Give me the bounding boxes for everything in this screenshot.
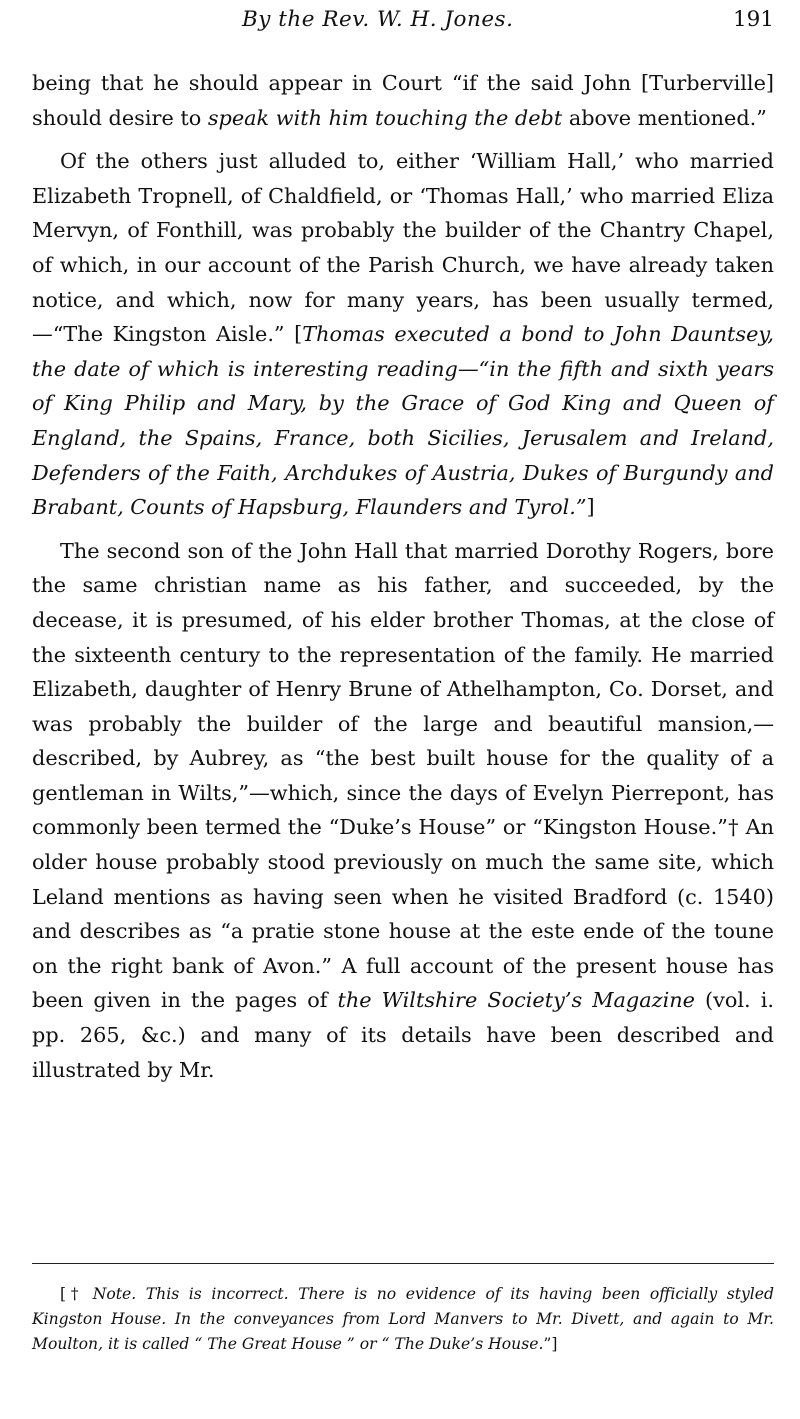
- page-number: 191: [732, 7, 774, 32]
- paragraph-text-segment: Thomas executed a bond to John Dauntsey, the date of which is interesting reading—“in the fifth and sixth years of King Philip and Mary, by the Grace of God King and Queen of England, the Spains, France, both Sicilies, Jerusalem and Ireland, Defenders of the Faith, Archdukes of Austria, Dukes of Burgundy and Brabant, Counts of Hapsburg, Flaunders and Tyrol.”: [32, 322, 774, 520]
- paragraph-text-segment: speak with him touching the debt: [207, 105, 563, 130]
- footnote-text-segment: [†: [60, 1285, 93, 1303]
- paragraph-2: [32, 144, 774, 525]
- running-title: By the Rev. W. H. Jones.: [242, 7, 514, 32]
- footnote-text-segment: ”]: [543, 1335, 558, 1353]
- paragraph-text-segment: above mentioned.”: [562, 105, 767, 130]
- paragraph-text-segment: Of the others just alluded to, either ‘William Hall,’ who married Elizabeth Tropnell, of Chaldfield, or ‘Thomas Hall,’ who married Eliza Mervyn, of Fonthill, was probably the builder of the Chantry Chapel, of which, in our account of the Parish Church, we have already taken notice, and which, now for many years, has been usually termed,—“The Kingston Aisle.” [: [32, 149, 774, 347]
- paragraph-text-segment: (vol. i. pp. 265, &c.) and many of its details have been described and illustrated by Mr.: [32, 988, 774, 1082]
- footnote: [32, 1282, 774, 1357]
- paragraph-text-segment: being that he should appear in Court “if the said John [Turberville] should desire to: [32, 71, 774, 130]
- paragraph-text-segment: The second son of the John Hall that married Dorothy Rogers, bore the same christian name as his father, and succeeded, by the decease, it is presumed, of his elder brother Thomas, at the close of the sixteenth century to the representation of the family. He married Elizabeth, daughter of Henry Brune of Athelhampton, Co. Dorset, and was probably the builder of the large and beautiful mansion,—described, by Aubrey, as “the best built house for the quality of a gentleman in Wilts,”—which, since the days of Evelyn Pierrepont, has commonly been termed the “Duke’s House” or “Kingston House.”† An older house probably stood previously on much the same site, which Leland mentions as having seen when he visited Bradford (c. 1540) and describes as “a pratie stone house at the este ende of the toune on the right bank of Avon.” A full account of the present house has been given in the pages of: [32, 538, 774, 1013]
- paragraph-text-segment: the Wiltshire Society’s Magazine: [337, 988, 695, 1013]
- footnote-rule: [32, 1263, 774, 1264]
- page-header: [32, 0, 774, 44]
- paragraph-text-segment: ]: [586, 495, 595, 520]
- footnote-text-segment: Note. This is incorrect. There is no evidence of its having been officially styled Kingston House. In the conveyances from Lord Manvers to Mr. Divett, and again to Mr. Moulton, it is called “ The Great House ” or “ The Duke’s House.: [32, 1285, 774, 1353]
- paragraph-3: [32, 534, 774, 1088]
- paragraph-1: [32, 66, 774, 135]
- book-page: [32, 0, 774, 1353]
- body-text: [32, 66, 774, 1087]
